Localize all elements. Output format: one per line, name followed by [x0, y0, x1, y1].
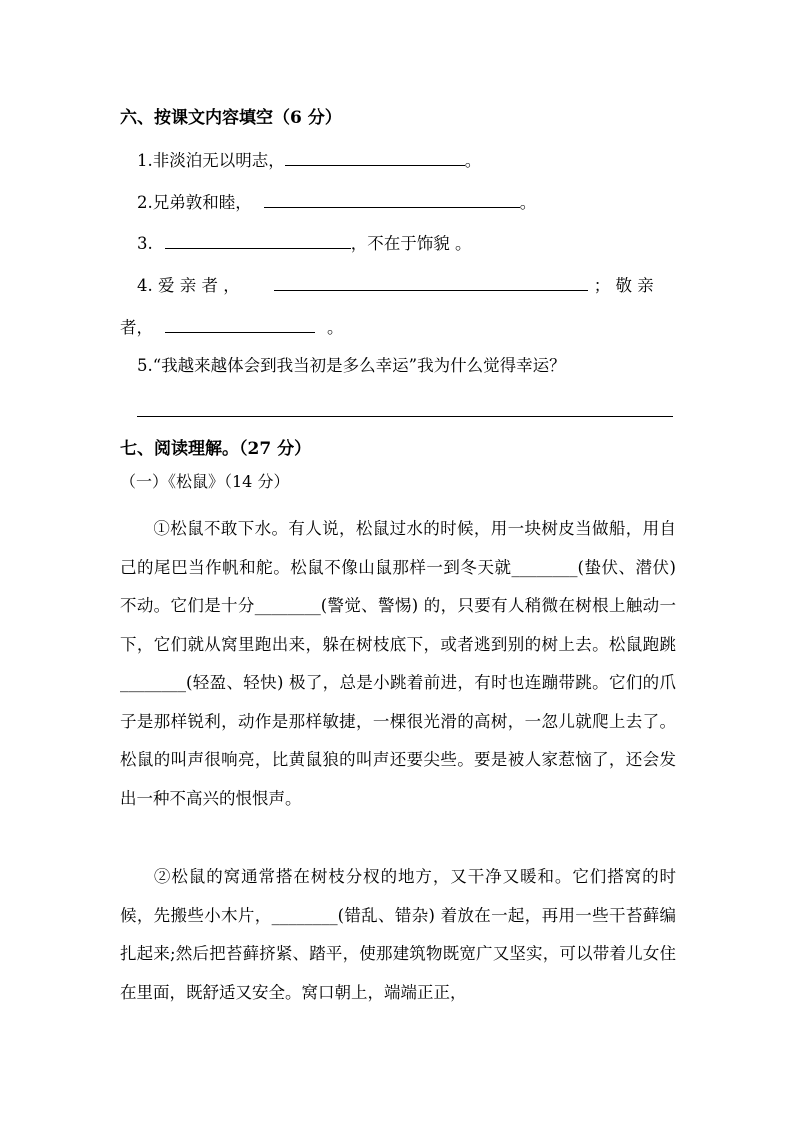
- question-1-text: 1.非淡泊无以明志，: [137, 151, 285, 170]
- question-3-text: ，不在于饰貌 。: [350, 234, 472, 253]
- paragraph-2-text: ②松鼠的窝通常搭在树枝分杈的地方，又干净又暖和。它们搭窝的时候，先搬些小木片，________(错乱、错杂) 着放在一起，再用一些干苔藓编扎起来;然后把苔藓挤紧、踏平，使那建筑物既宽广又坚实，可以带着儿女住在里面，既舒适又安全。窝口朝上，端端正正，: [120, 867, 676, 1002]
- answer-blank-2[interactable]: [264, 193, 520, 208]
- answer-blank-4b[interactable]: [165, 318, 315, 333]
- section6-heading: 六、按课文内容填空（6 分）: [120, 108, 342, 128]
- question-5: 5.“我越来越体会到我当初是多么幸运”我为什么觉得幸运？: [137, 356, 566, 375]
- question-4-middle: ； 敬 亲: [593, 276, 654, 295]
- question-2-text: 2.兄弟敦和睦，: [137, 193, 252, 212]
- question-4-continued: [120, 318, 344, 337]
- question-4-end: 。: [327, 318, 344, 337]
- section7-heading: 七、阅读理解。（27 分）: [120, 439, 312, 459]
- answer-blank-1[interactable]: [285, 151, 465, 166]
- passage-paragraph-1: [120, 510, 676, 818]
- answer-line-5[interactable]: [137, 416, 673, 417]
- question-4-cont-text: 者，: [120, 318, 153, 337]
- question-4: [137, 276, 654, 295]
- question-2: [137, 193, 536, 212]
- passage-heading: （一）《松鼠》（14 分）: [120, 472, 290, 491]
- question-2-end: 。: [519, 193, 537, 212]
- question-3-number: 3.: [137, 234, 153, 253]
- question-1: [137, 151, 481, 170]
- question-4-text: 4. 爱 亲 者 ，: [137, 276, 240, 295]
- question-3: [137, 234, 472, 253]
- answer-blank-3[interactable]: [165, 234, 351, 249]
- paragraph-1-text: ①松鼠不敢下水。有人说，松鼠过水的时候，用一块树皮当做船，用自己的尾巴当作帆和舵。松鼠不像山鼠那样一到冬天就________(蛰伏、潜伏) 不动。它们是十分________(警觉、警惕) 的，只要有人稍微在树根上触动一下，它们就从窝里跑出来，躲在树枝底下，或者逃到别的树上去。松鼠跑跳________(轻盈、轻快) 极了，总是小跳着前进，有时也连蹦带跳。它们的爪子是那样锐利，动作是那样敏捷，一棵很光滑的高树，一忽儿就爬上去了。松鼠的叫声很响亮，比黄鼠狼的叫声还要尖些。要是被人家惹恼了，还会发出一种不高兴的恨恨声。: [120, 519, 676, 808]
- answer-blank-4a[interactable]: [274, 276, 588, 291]
- question-1-end: 。: [464, 151, 482, 170]
- passage-paragraph-2: [120, 858, 676, 1012]
